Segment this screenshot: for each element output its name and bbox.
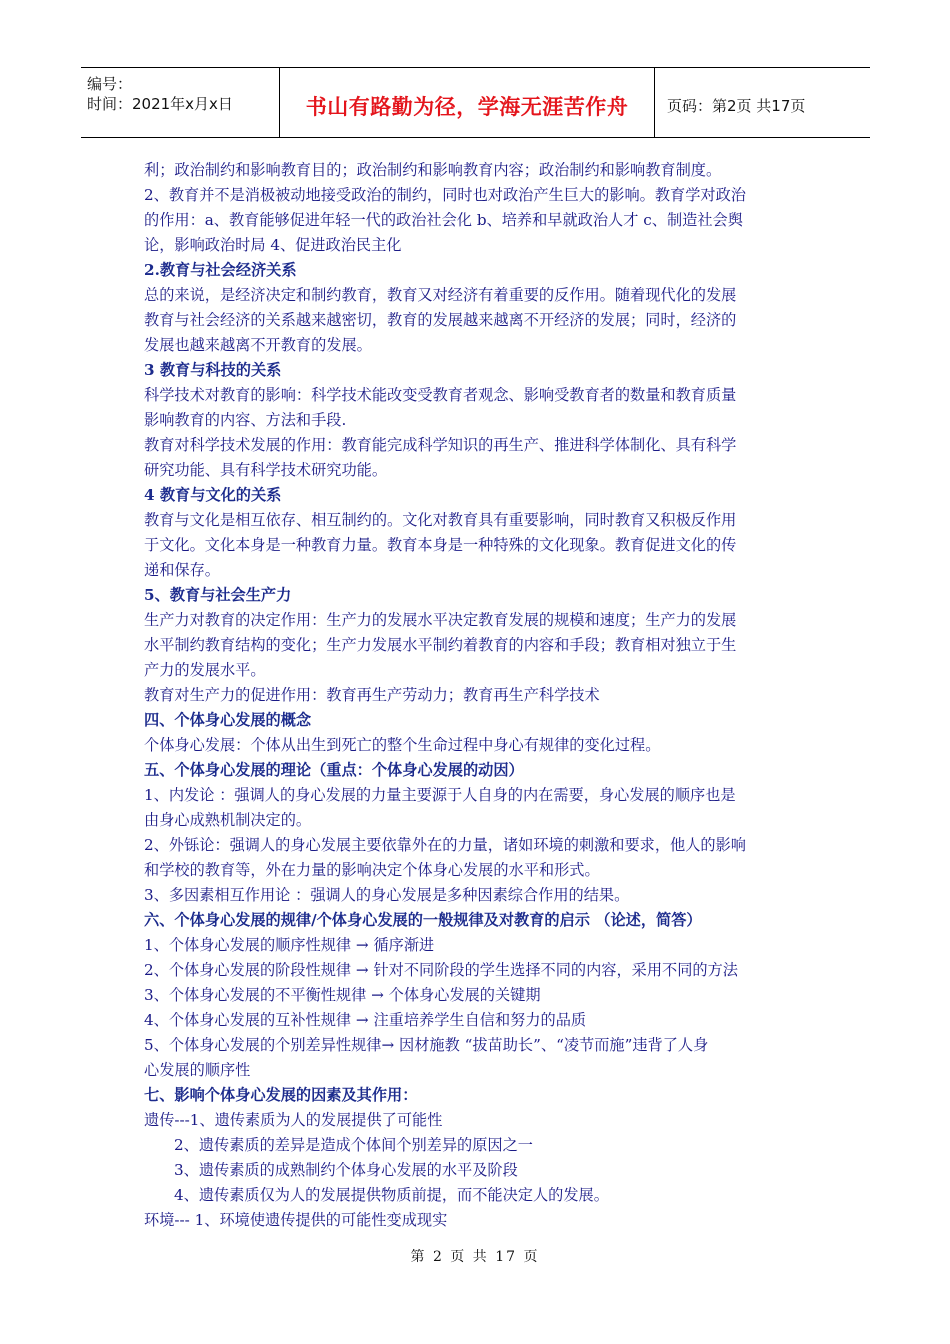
body-line: 利；政治制约和影响教育目的；政治制约和影响教育内容；政治制约和影响教育制度。 bbox=[144, 161, 722, 179]
body-line: 教育对生产力的促进作用：教育再生产劳动力；教育再生产科学技术 bbox=[144, 686, 600, 704]
body-line: 生产力对教育的决定作用：生产力的发展水平决定教育发展的规模和速度；生产力的发展 bbox=[144, 611, 737, 629]
body-line: 1、个体身心发展的顺序性规律 → 循序渐进 bbox=[144, 936, 435, 954]
body-line: 发展也越来越离不开教育的发展。 bbox=[144, 336, 372, 354]
section-heading: 五、个体身心发展的理论（重点：个体身心发展的动因） bbox=[144, 761, 524, 779]
body-line: 教育与社会经济的关系越来越密切，教育的发展越来越离不开经济的发展；同时，经济的 bbox=[144, 311, 737, 329]
body-line: 3、个体身心发展的不平衡性规律 → 个体身心发展的关键期 bbox=[144, 986, 541, 1004]
body-line: 1、内发论 ：强调人的身心发展的力量主要源于人自身的内在需要，身心发展的顺序也是 bbox=[144, 786, 736, 804]
body-line: 心发展的顺序性 bbox=[144, 1061, 251, 1079]
body-line: 教育对科学技术发展的作用：教育能完成科学知识的再生产、推进科学体制化、具有科学 bbox=[144, 436, 737, 454]
header-motto-cell bbox=[280, 68, 655, 137]
section-heading: 四、个体身心发展的概念 bbox=[144, 711, 312, 729]
body-line: 的作用：a、教育能够促进年轻一代的政治社会化 b、培养和早就政治人才 c、制造社会舆 bbox=[144, 211, 743, 229]
body-line: 2、外铄论：强调人的身心发展主要依靠外在的力量，诸如环境的刺激和要求，他人的影响 bbox=[144, 836, 746, 854]
body-line: 个体身心发展：个体从出生到死亡的整个生命过程中身心有规律的变化过程。 bbox=[144, 736, 661, 754]
body-line: 3、遗传素质的成熟制约个体身心发展的水平及阶段 bbox=[174, 1161, 518, 1179]
section-heading: 2.教育与社会经济关系 bbox=[144, 261, 297, 279]
section-heading: 七、影响个体身心发展的因素及其作用： bbox=[144, 1086, 418, 1104]
body-line: 2、个体身心发展的阶段性规律 → 针对不同阶段的学生选择不同的内容，采用不同的方法 bbox=[144, 961, 738, 979]
body-line: 和学校的教育等，外在力量的影响决定个体身心发展的水平和形式。 bbox=[144, 861, 600, 879]
body-line: 2、教育并不是消极被动地接受政治的制约，同时也对政治产生巨大的影响。教育学对政治 bbox=[144, 186, 746, 204]
body-line: 水平制约教育结构的变化；生产力发展水平制约着教育的内容和手段；教育相对独立于生 bbox=[144, 636, 737, 654]
body-line: 科学技术对教育的影响：科学技术能改变受教育者观念、影响受教育者的数量和教育质量 bbox=[144, 386, 737, 404]
body-line: 论，影响政治时局 4、促进政治民主化 bbox=[144, 236, 402, 254]
page-header bbox=[81, 67, 870, 138]
body-line: 3、多因素相互作用论 ：强调人的身心发展是多种因素综合作用的结果。 bbox=[144, 886, 630, 904]
body-line: 2、遗传素质的差异是造成个体间个别差异的原因之一 bbox=[174, 1136, 533, 1154]
page-footer: 第 2 页 共 17 页 bbox=[410, 1249, 540, 1265]
body-line: 教育与文化是相互依存、相互制约的。文化对教育具有重要影响，同时教育又积极反作用 bbox=[144, 511, 737, 529]
body-line: 产力的发展水平。 bbox=[144, 661, 266, 679]
body-line: 4、个体身心发展的互补性规律 → 注重培养学生自信和努力的品质 bbox=[144, 1011, 587, 1029]
section-heading: 3 教育与科技的关系 bbox=[144, 361, 282, 379]
body-line: 遗传---1、遗传素质为人的发展提供了可能性 bbox=[144, 1111, 443, 1129]
header-page-cell bbox=[655, 68, 870, 137]
time-label: 时间：2021年x月x日 bbox=[87, 95, 233, 113]
page-info: 页码：第2页 共17页 bbox=[667, 97, 806, 115]
body-line: 5、个体身心发展的个别差异性规律→ 因材施教 “拔苗助长”、“凌节而施”违背了人身 bbox=[144, 1036, 709, 1054]
header-meta-cell bbox=[81, 68, 280, 137]
code-label: 编号： bbox=[87, 75, 133, 93]
body-line: 研究功能、具有科学技术研究功能。 bbox=[144, 461, 387, 479]
section-heading: 六、个体身心发展的规律/个体身心发展的一般规律及对教育的启示 （论述，简答） bbox=[144, 911, 702, 929]
motto-text: 书山有路勤为径，学海无涯苦作舟 bbox=[305, 95, 629, 119]
body-line: 由身心成熟机制决定的。 bbox=[144, 811, 312, 829]
body-line: 4、遗传素质仅为人的发展提供物质前提，而不能决定人的发展。 bbox=[174, 1186, 609, 1204]
section-heading: 5、教育与社会生产力 bbox=[144, 586, 292, 604]
body-line: 环境--- 1、环境使遗传提供的可能性变成现实 bbox=[144, 1211, 448, 1229]
body-line: 递和保存。 bbox=[144, 561, 220, 579]
body-line: 于文化。文化本身是一种教育力量。教育本身是一种特殊的文化现象。教育促进文化的传 bbox=[144, 536, 737, 554]
body-line: 影响教育的内容、方法和手段. bbox=[144, 411, 347, 429]
section-heading: 4 教育与文化的关系 bbox=[144, 486, 282, 504]
document-body bbox=[144, 158, 814, 1233]
body-line: 总的来说，是经济决定和制约教育，教育又对经济有着重要的反作用。随着现代化的发展 bbox=[144, 286, 737, 304]
